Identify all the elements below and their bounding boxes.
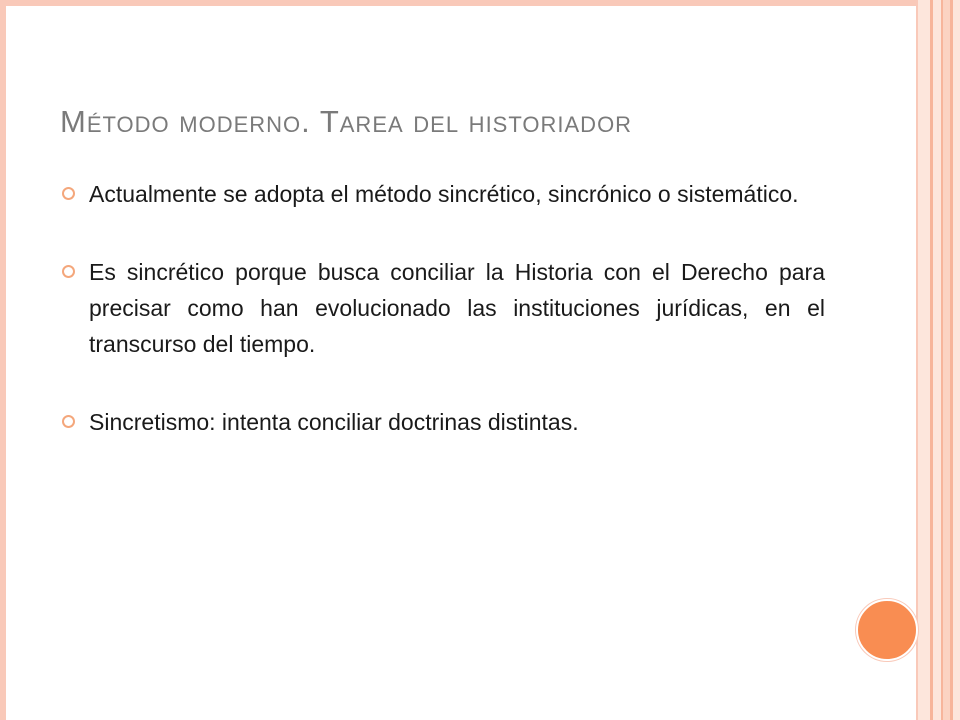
decorative-stripe — [943, 0, 950, 720]
hollow-circle-icon — [62, 265, 75, 278]
bullet-item — [60, 176, 825, 212]
bullet-item — [60, 404, 825, 440]
bullet-text: Actualmente se adopta el método sincrético, sincrónico o sistemático. — [89, 181, 799, 207]
decorative-stripe — [933, 0, 941, 720]
decorative-stripe — [918, 0, 930, 720]
hollow-circle-icon — [62, 415, 75, 428]
hollow-circle-icon — [62, 187, 75, 200]
bullet-text: Sincretismo: intenta conciliar doctrinas distintas. — [89, 409, 579, 435]
decorative-circle — [856, 599, 918, 661]
bullet-list — [60, 176, 825, 482]
slide-title: Método moderno. Tarea del historiador — [60, 104, 633, 139]
bullet-text: Es sincrético porque busca conciliar la Historia con el Derecho para precisar como han evolucionado las instituciones jurídicas, en el transcurso del tiempo. — [89, 259, 825, 357]
bullet-item — [60, 254, 825, 362]
decorative-stripe — [953, 0, 960, 720]
